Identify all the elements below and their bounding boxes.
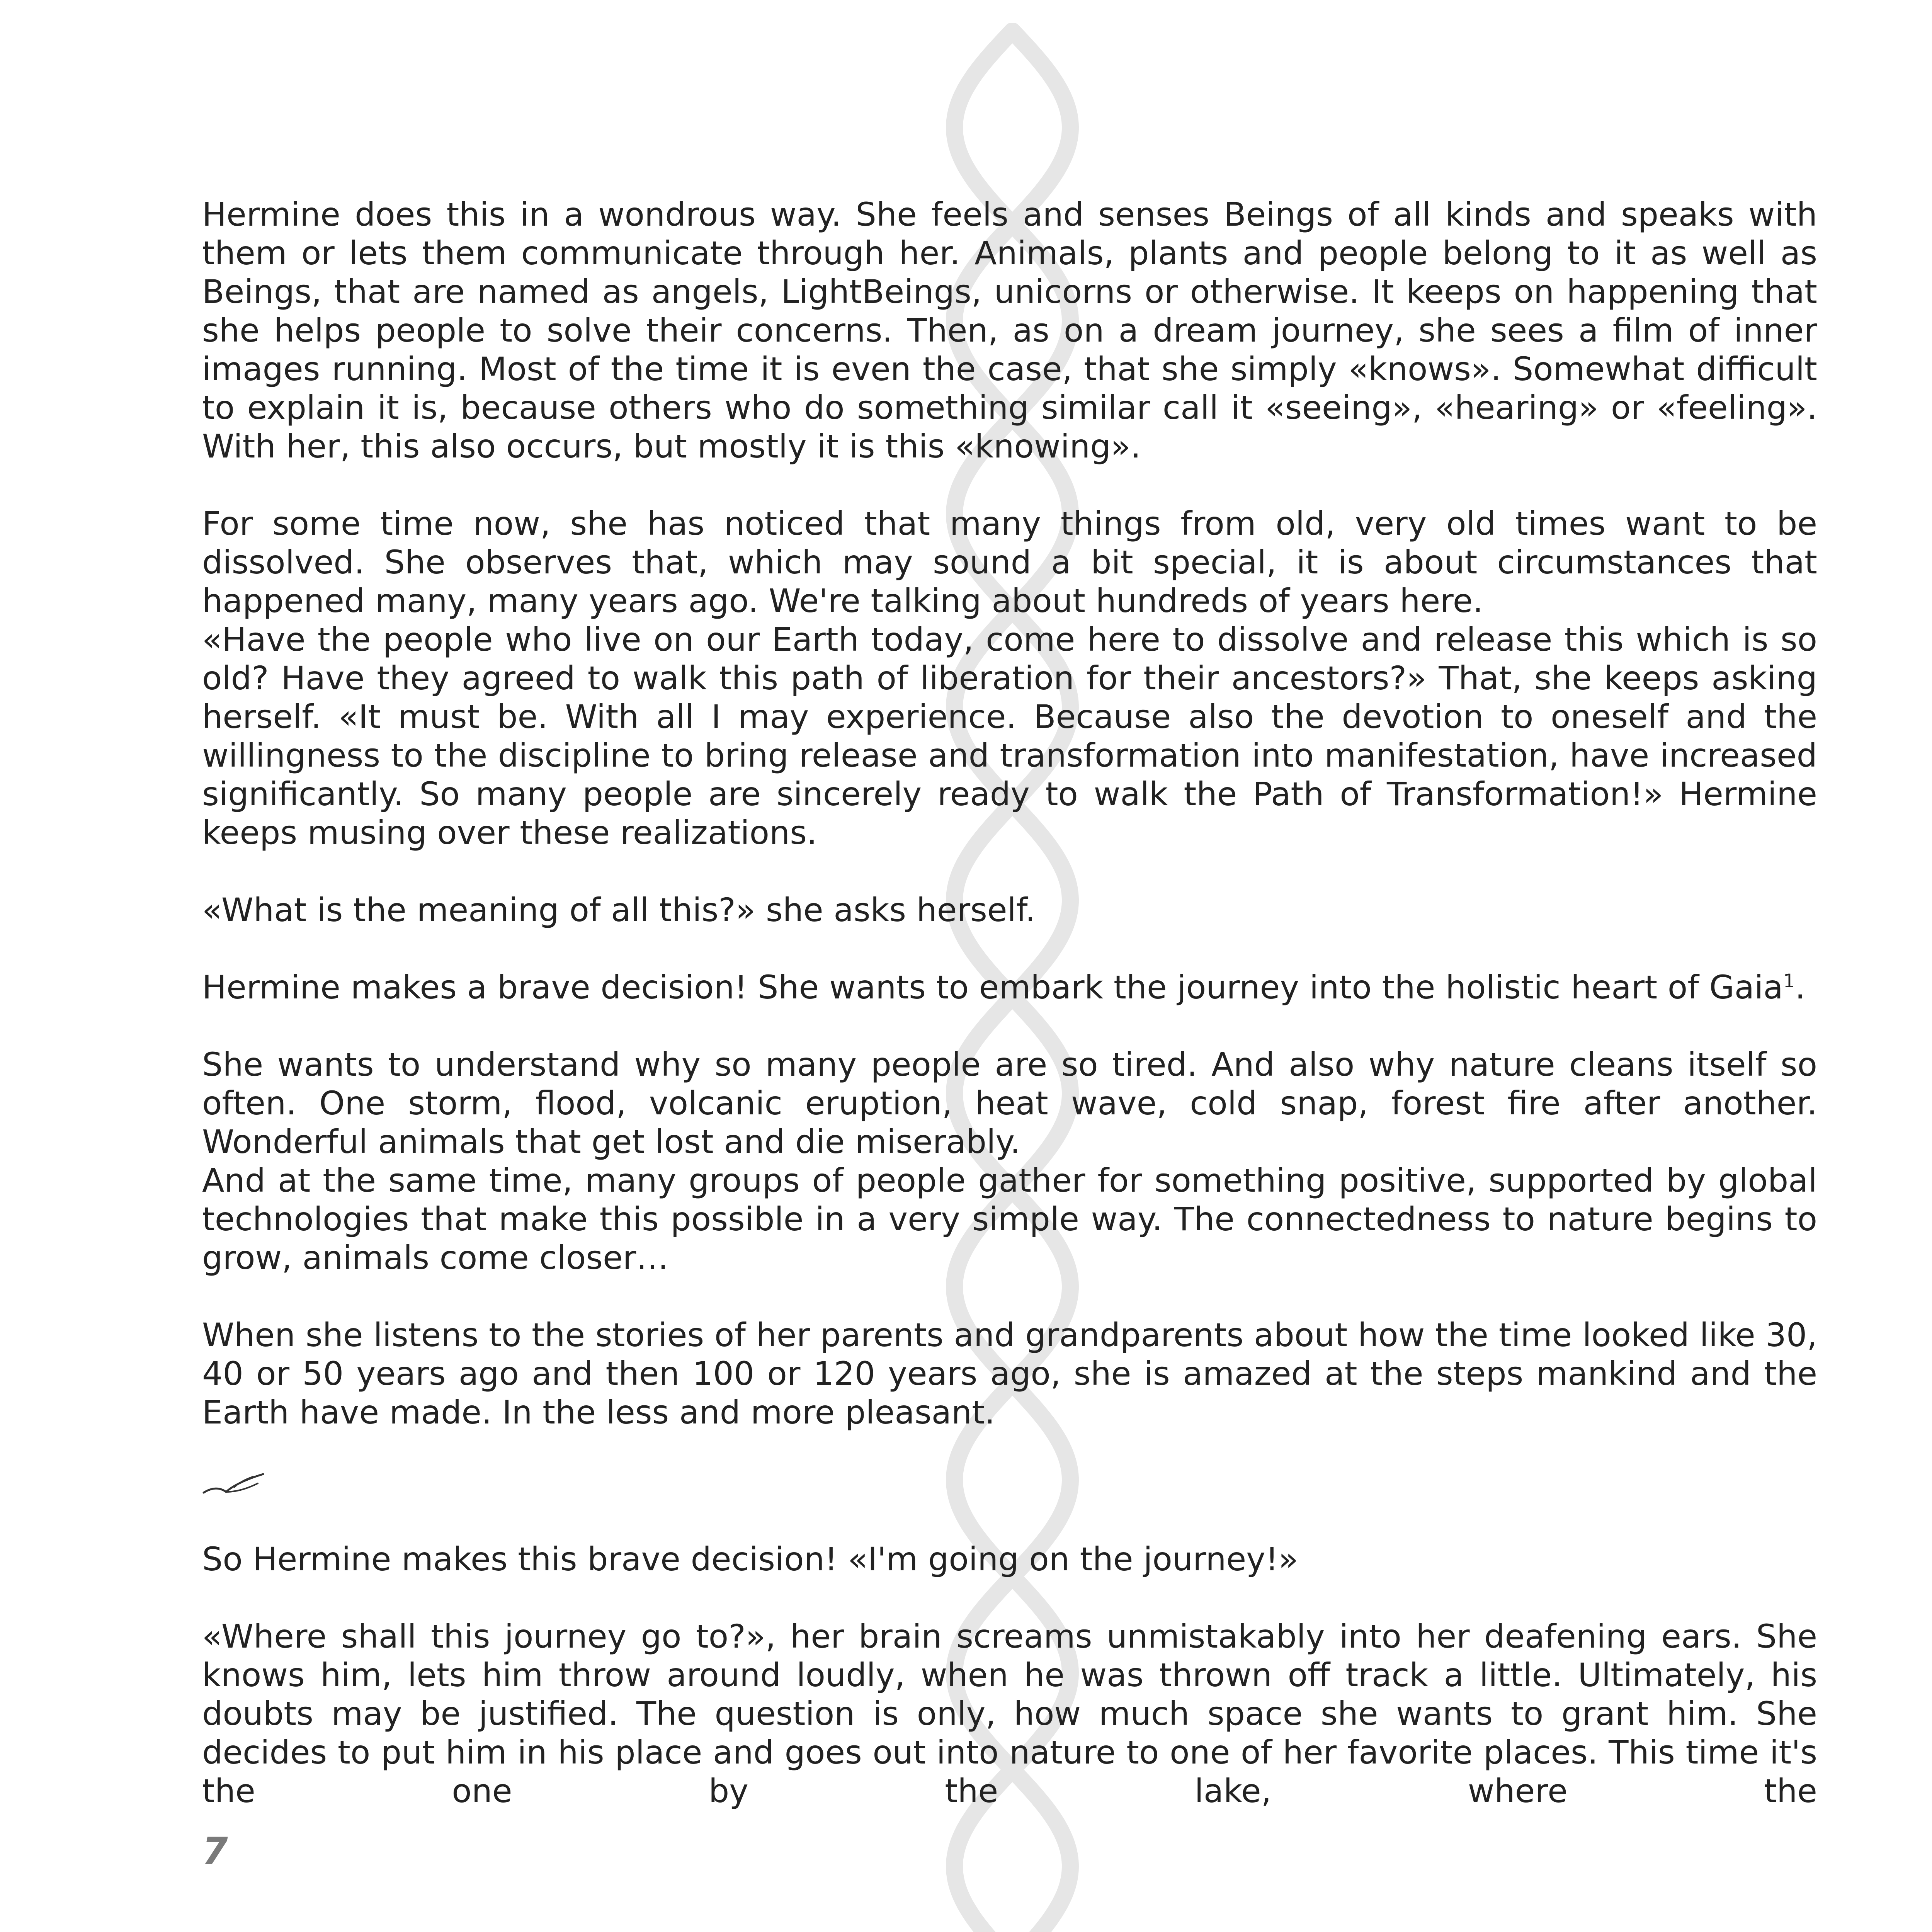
paragraph-10: «Where shall this journey go to?», her brain screams unmistakably into her deafening ears. She knows him, lets him throw around loudly, when he was thrown off track a little. Ultimately, his doubts may be justified. The question is only, how much space she wants to grant him. She decides to put him in his place and goes out into nature to one of her favorite places. This time it's the one by the lake, where the bbox=[202, 1617, 1817, 1810]
paragraph-3: «Have the people who live on our Earth today, come here to dissolve and release this which is so old? Have they agreed to walk this path of liberation for their ancestors?» That, she keeps asking herself. «It must be. With all I may experience. Because also the devotion to oneself and the willingness to the discipline to bring release and transformation into manifestation, have increased significantly. So many people are sincerely ready to walk the Path of Transformation!» Hermine keeps musing over these realizations. bbox=[202, 621, 1817, 852]
paragraph-9: So Hermine makes this brave decision! «I'm going on the journey!» bbox=[202, 1540, 1298, 1578]
body-text bbox=[202, 195, 1817, 1810]
paragraph-1: Hermine does this in a wondrous way. She feels and senses Beings of all kinds and speaks with them or lets them communicate through her. Animals, plants and people belong to it as well as Beings, that are named as angels, LightBeings, unicorns or otherwise. It keeps on happening that she helps people to solve their concerns. Then, as on a dream journey, she sees a film of inner images running. Most of the time it is even the case, that she simply «knows». Somewhat difficult to explain it is, because others who do something similar call it «seeing», «hearing» or «feeling». With her, this also occurs, but mostly it is this «knowing». bbox=[202, 196, 1817, 465]
paragraph-2: For some time now, she has noticed that many things from old, very old times want to be dissolved. She observes that, which may sound a bit special, it is about circumstances that happened many, many years ago. We're talking about hundreds of years here. bbox=[202, 505, 1817, 620]
paragraph-5 bbox=[202, 968, 1817, 1007]
paragraph-8: When she listens to the stories of her parents and grandparents about how the time looked like 30, 40 or 50 years ago and then 100 or 120 years ago, she is amazed at the steps mankind and the Earth have made. In the less and more pleasant. bbox=[202, 1316, 1817, 1431]
footnote-marker[interactable]: 1 bbox=[1783, 970, 1795, 992]
paragraph-7: And at the same time, many groups of people gather for something positive, supported by global technologies that make this possible in a very simple way. The connectedness to nature begins to grow, animals come closer… bbox=[202, 1162, 1817, 1277]
paragraph-4: «What is the meaning of all this?» she asks herself. bbox=[202, 891, 1036, 929]
bird-icon bbox=[202, 1470, 268, 1501]
paragraph-5-text: Hermine makes a brave decision! She wants to embark the journey into the holistic heart of Gaia bbox=[202, 968, 1783, 1006]
paragraph-6: She wants to understand why so many people are so tired. And also why nature cleans itself so often. One storm, flood, volcanic eruption, heat wave, cold snap, forest fire after another. Wonderful animals that get lost and die miserably. bbox=[202, 1046, 1817, 1161]
page-number: 7 bbox=[202, 1830, 228, 1873]
paragraph-5-end: . bbox=[1795, 968, 1806, 1006]
